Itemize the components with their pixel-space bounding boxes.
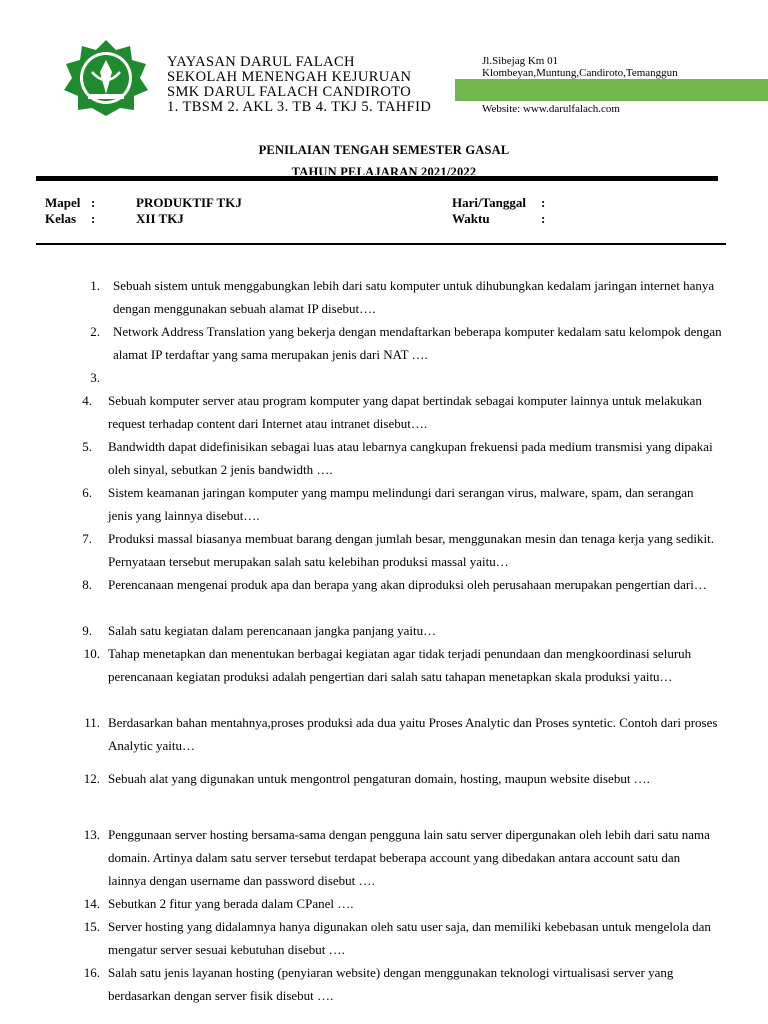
mapel-value: PRODUKTIF TKJ: [136, 195, 242, 210]
question-number: 10.: [83, 646, 100, 661]
exam-title: PENILAIAN TENGAH SEMESTER GASAL: [258, 143, 510, 157]
website-link[interactable]: Website: www.darulfalach.com: [482, 103, 620, 115]
question-number: 5.: [82, 439, 92, 454]
question-text: Sebutkan 2 fitur yang berada dalam CPanel ….: [108, 896, 354, 911]
question-text: Bandwidth dapat didefinisikan sebagai luas atau lebarnya cangkupan frekuensi pada medium transmisi yang dipakai oleh sinyal, sebutkan 2 jenis bandwidth ….: [108, 439, 713, 477]
question-number: 7.: [82, 531, 92, 546]
question-item: [0, 767, 768, 823]
question-list: [0, 274, 768, 1007]
question-item: [0, 915, 768, 961]
exam-year: TAHUN PELAJARAN 2021/2022: [291, 165, 477, 175]
question-number: 3.: [90, 370, 100, 385]
question-number: 2.: [90, 324, 100, 339]
question-number: 4.: [82, 393, 92, 408]
question-text: Salah satu kegiatan dalam perencanaan jangka panjang yaitu…: [108, 623, 437, 638]
hari-label: Hari/Tanggal: [452, 195, 526, 210]
question-number: 9.: [82, 623, 92, 638]
question-number: 15.: [83, 919, 100, 934]
question-item: [0, 619, 768, 642]
question-item: [0, 320, 768, 366]
meta-divider: [36, 243, 726, 245]
question-item: [0, 274, 768, 320]
question-number: 16.: [83, 965, 100, 980]
school-type: SEKOLAH MENENGAH KEJURUAN: [167, 69, 412, 85]
question-item: [0, 389, 768, 435]
question-text: Produksi massal biasanya membuat barang dengan jumlah besar, menggunakan mesin dan tenaga kerja yang sedikit. Pernyataan tersebut merupakan salah satu kelebihan produksi massal yaitu…: [108, 531, 714, 569]
question-number: 11.: [84, 715, 100, 730]
question-text: Sebuah sistem untuk menggabungkan lebih dari satu komputer untuk dihubungkan kedalam jaringan internet hanya dengan menggunakan sebuah alamat IP disebut….: [113, 278, 715, 316]
question-text: Tahap menetapkan dan menentukan berbagai kegiatan agar tidak terjadi penundaan dan mengkoordinasi seluruh perencanaan kegiatan produksi adalah pengertian dari salah satu tahapan menetapkan skala produksi yaitu…: [108, 646, 692, 684]
question-text: Berdasarkan bahan mentahnya,proses produksi ada dua yaitu Proses Analytic dan Proses syntetic. Contoh dari proses Analytic yaitu…: [108, 715, 718, 753]
question-text: Network Address Translation yang bekerja dengan mendaftarkan beberapa komputer kedalam satu kelompok dengan alamat IP terdaftar yang sama merupakan jenis dari NAT ….: [113, 324, 722, 362]
green-band: [455, 79, 768, 101]
school-header: [167, 55, 431, 115]
question-text: Sebuah komputer server atau program komputer yang dapat bertindak sebagai komputer lainnya untuk melakukan request terhadap content dari Internet atau intranet disebut….: [108, 393, 702, 431]
question-text: Sistem keamanan jaringan komputer yang mampu melindungi dari serangan virus, malware, spam, dan serangan jenis yang lainnya disebut….: [108, 485, 694, 523]
question-text: Server hosting yang didalamnya hanya digunakan oleh satu user saja, dan memiliki kebebasan untuk mengelola dan mengatur server sesuai kebutuhan disebut ….: [108, 919, 711, 957]
question-item: [0, 573, 768, 619]
question-item: [0, 366, 768, 389]
header-divider: [36, 176, 718, 181]
question-text: Salah satu jenis layanan hosting (penyiaran website) dengan menggunakan teknologi virtualisasi server yang berdasarkan dengan server fisik disebut ….: [108, 965, 674, 1003]
waktu-colon: :: [541, 211, 546, 226]
question-item: [0, 435, 768, 481]
school-logo: [56, 38, 156, 118]
kelas-value: XII TKJ: [136, 211, 184, 226]
programs-list: 1. TBSM 2. AKL 3. TB 4. TKJ 5. TAHFID: [167, 99, 432, 115]
address-line-2: Klombeyan,Muntung,Candiroto,Temanggun: [482, 67, 678, 79]
question-item: [0, 961, 768, 1007]
question-item: [0, 823, 768, 892]
question-item: [0, 481, 768, 527]
question-item: [0, 711, 768, 767]
school-address: [482, 55, 678, 79]
question-number: 8.: [82, 577, 92, 592]
question-number: 13.: [83, 827, 100, 842]
question-number: 14.: [83, 896, 100, 911]
question-item: [0, 642, 768, 711]
waktu-label: Waktu: [452, 211, 490, 226]
question-item: [0, 527, 768, 573]
question-text: Sebuah alat yang digunakan untuk mengontrol pengaturan domain, hosting, maupun website disebut ….: [108, 771, 650, 786]
address-line-1: Jl.Sibejag Km 01: [482, 55, 559, 67]
mapel-colon: :: [91, 195, 96, 210]
question-number: 1.: [90, 278, 100, 293]
school-name: SMK DARUL FALACH CANDIROTO: [167, 84, 412, 100]
question-item: [0, 892, 768, 915]
foundation-name: YAYASAN DARUL FALACH: [167, 54, 355, 70]
kelas-label: Kelas: [45, 211, 77, 226]
kelas-colon: :: [91, 211, 96, 226]
question-text: Perencanaan mengenai produk apa dan berapa yang akan diproduksi oleh perusahaan merupakan pengertian dari…: [108, 577, 707, 592]
mapel-label: Mapel: [45, 195, 81, 210]
question-number: 12.: [83, 771, 100, 786]
hari-colon: :: [541, 195, 546, 210]
question-number: 6.: [82, 485, 92, 500]
question-text: Penggunaan server hosting bersama-sama dengan pengguna lain satu server dipergunakan oleh lebih dari satu nama domain. Artinya dalam satu server tersebut terdapat beberapa account yang dibedakan antara account satu dan lainnya dengan username dan password disebut ….: [108, 827, 710, 888]
